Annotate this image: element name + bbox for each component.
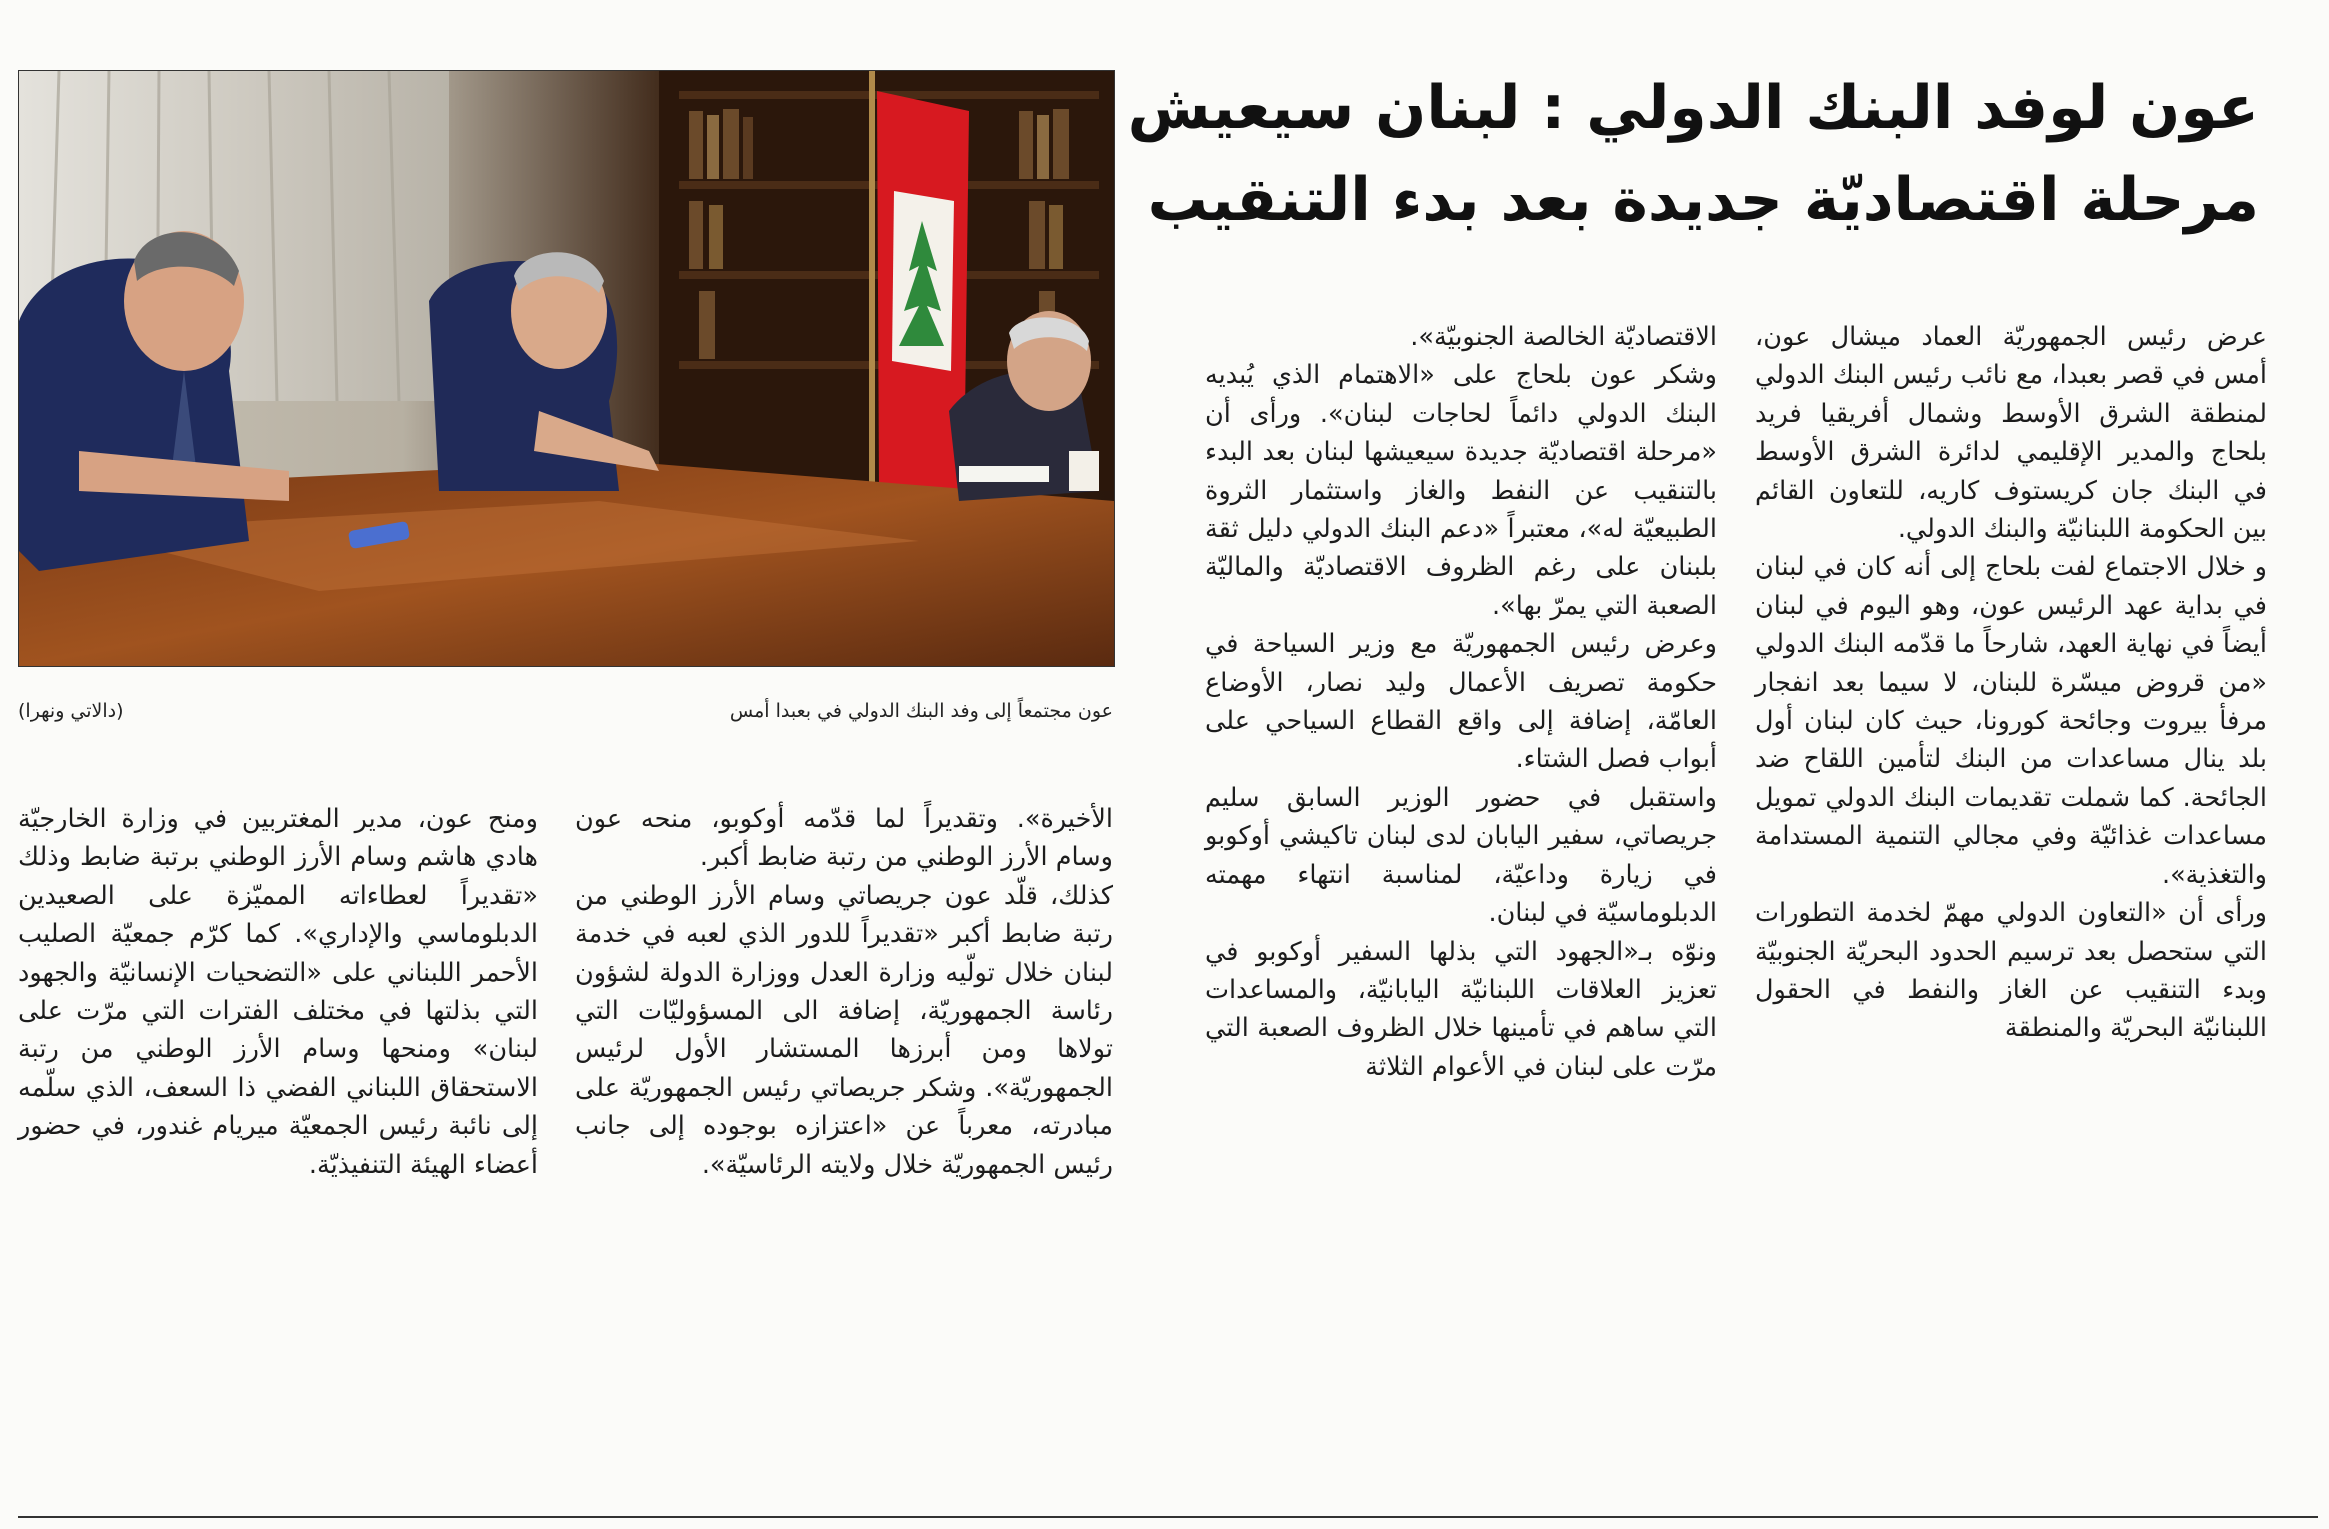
- article-column-3: [575, 800, 1113, 1470]
- col1-paragraph-2: و خلال الاجتماع لفت بلحاج إلى أنه كان في لبنان في بداية عهد الرئيس عون، وهو اليوم في لبنان أيضاً في نهاية العهد، شارحاً ما قدّمه البنك الدولي «من قروض ميسّرة للبنان، لا سيما بعد انفجار مرفأ بيروت وجائحة كورونا، حيث كان لبنان أول بلد ينال مساعدات من البنك لتأمين اللقاح ضد الجائحة. كما شملت تقديمات البنك الدولي تمويل مساعدات غذائيّة وفي مجالي التنمية المستدامة والتغذية».: [1755, 552, 2267, 890]
- col4-paragraph-1: ومنح عون، مدير المغتربين في وزارة الخارجيّة هادي هاشم وسام الأرز الوطني برتبة ضابط وذلك «تقديراً لعطاءاته المميّزة على الصعيدين الدبلوماسي والإداري». كما كرّم جمعيّة الصليب الأحمر اللبناني على «التضحيات الإنسانيّة والجهود التي بذلتها في مختلف الفترات التي مرّت على لبنان» ومنحها وسام الأرز الوطني من رتبة الاستحقاق اللبناني الفضي ذا السعف، الذي سلّمه إلى نائبة رئيس الجمعيّة ميريام غندور، في حضور أعضاء الهيئة التنفيذيّة.: [18, 804, 538, 1180]
- headline-line-1: عون لوفد البنك الدولي : لبنان سيعيش: [1127, 73, 2259, 143]
- col2-paragraph-4: واستقبل في حضور الوزير السابق سليم جريصاتي، سفير اليابان لدى لبنان تاكيشي أوكوبو في زيارة وداعيّة، لمناسبة انتهاء مهمته الدبلوماسيّة في لبنان.: [1205, 782, 1717, 929]
- col2-paragraph-2: وشكر عون بلحاج على «الاهتمام الذي يُبديه البنك الدولي دائماً لحاجات لبنان». ورأى أن «مرحلة اقتصاديّة جديدة سيعيشها لبنان بعد البدء بالتنقيب عن النفط والغاز واستثمار الثروة الطبيعيّة له»، معتبراً «دعم البنك الدولي دليل ثقة بلبنان على رغم الظروف الاقتصاديّة والماليّة الصعبة التي يمرّ بها».: [1205, 360, 1717, 621]
- article-headline: [1127, 62, 2259, 246]
- headline-line-2: مرحلة اقتصاديّة جديدة بعد بدء التنقيب: [1147, 165, 2259, 235]
- photo-credit: (دالاتي ونهرا): [18, 700, 124, 722]
- article-column-4: [18, 800, 538, 1470]
- col2-paragraph-3: وعرض رئيس الجمهوريّة مع وزير السياحة في حكومة تصريف الأعمال وليد نصار، الأوضاع العامّة، إضافة إلى واقع القطاع السياحي على أبواب فصل الشتاء.: [1205, 629, 1717, 775]
- article-column-1: [1755, 318, 2267, 1468]
- news-photo: [18, 70, 1115, 667]
- col1-paragraph-3: ورأى أن «التعاون الدولي مهمّ لخدمة التطورات التي ستحصل بعد ترسيم الحدود البحريّة الجنوبيّة وبدء التنقيب عن الغاز والنفط في الحقول اللبنانيّة البحريّة والمنطقة: [1755, 898, 2267, 1044]
- col2-paragraph-1: الاقتصاديّة الخالصة الجنوبيّة».: [1410, 322, 1717, 352]
- col3-paragraph-2: كذلك، قلّد عون جريصاتي وسام الأرز الوطني من رتبة ضابط أكبر «تقديراً للدور الذي لعبه في خدمة لبنان خلال تولّيه وزارة العدل ووزارة الدولة لشؤون رئاسة الجمهوريّة، إضافة الى المسؤوليّات التي تولاها ومن أبرزها المستشار الأول لرئيس الجمهوريّة». وشكر جريصاتي رئيس الجمهوريّة على مبادرته، معرباً عن «اعتزازه بوجوده إلى جانب رئيس الجمهوريّة خلال ولايته الرئاسيّة».: [575, 880, 1113, 1180]
- meeting-photo-illustration: [19, 71, 1114, 666]
- caption-text: عون مجتمعاً إلى وفد البنك الدولي في بعبدا أمس: [729, 700, 1113, 722]
- article-column-2: [1205, 318, 1717, 1468]
- bottom-rule: [18, 1516, 2318, 1518]
- col2-paragraph-5: ونوّه بـ«الجهود التي بذلها السفير أوكوبو في تعزيز العلاقات اللبنانيّة اليابانيّة، والمساعدات التي ساهم في تأمينها خلال الظروف الصعبة التي مرّت على لبنان في الأعوام الثلاثة: [1205, 936, 1717, 1082]
- col3-paragraph-1: الأخيرة». وتقديراً لما قدّمه أوكوبو، منحه عون وسام الأرز الوطني من رتبة ضابط أكبر.: [575, 804, 1113, 873]
- photo-caption: [18, 700, 1113, 736]
- col1-paragraph-1: عرض رئيس الجمهوريّة العماد ميشال عون، أمس في قصر بعبدا، مع نائب رئيس البنك الدولي لمنطقة الشرق الأوسط وشمال أفريقيا فريد بلحاج والمدير الإقليمي لدائرة الشرق الأوسط في البنك جان كريستوف كاريه، للتعاون القائم بين الحكومة اللبنانيّة والبنك الدولي.: [1755, 322, 2267, 545]
